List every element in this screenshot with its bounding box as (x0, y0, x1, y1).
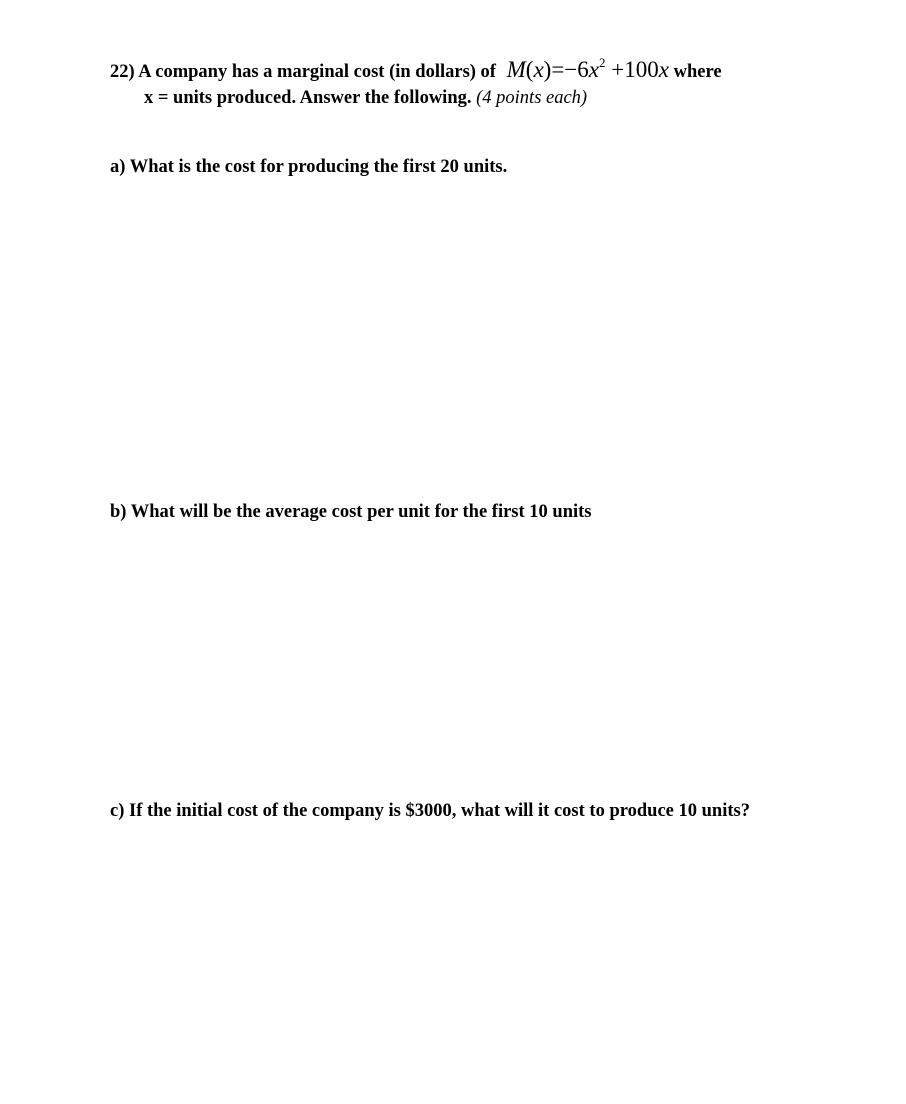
marginal-cost-formula (507, 57, 669, 82)
formula-coef1: −6 (564, 57, 589, 82)
problem-number: 22) (110, 62, 135, 82)
problem-line-1 (110, 55, 722, 82)
formula-var2: x (588, 57, 599, 82)
problem-intro: A company has a marginal cost (in dollars) of (138, 62, 496, 82)
formula-rparen-eq: )= (543, 57, 565, 82)
formula-var: x (533, 57, 544, 82)
question-b: b) What will be the average cost per unit for the first 10 units (110, 502, 592, 522)
formula-fn: M (506, 57, 526, 82)
points-note: (4 points each) (476, 88, 588, 108)
problem-second-line: x = units produced. Answer the following. (144, 88, 472, 108)
formula-lparen: ( (525, 57, 534, 82)
formula-var3: x (658, 57, 669, 82)
problem-line-2 (144, 89, 587, 108)
problem-where: where (673, 62, 722, 82)
question-a: a) What is the cost for producing the first 20 units. (110, 157, 508, 177)
formula-plus: +100 (605, 57, 659, 82)
question-c: c) If the initial cost of the company is $3000, what will it cost to produce 10 units? (110, 801, 750, 821)
formula-exponent: 2 (599, 55, 606, 70)
